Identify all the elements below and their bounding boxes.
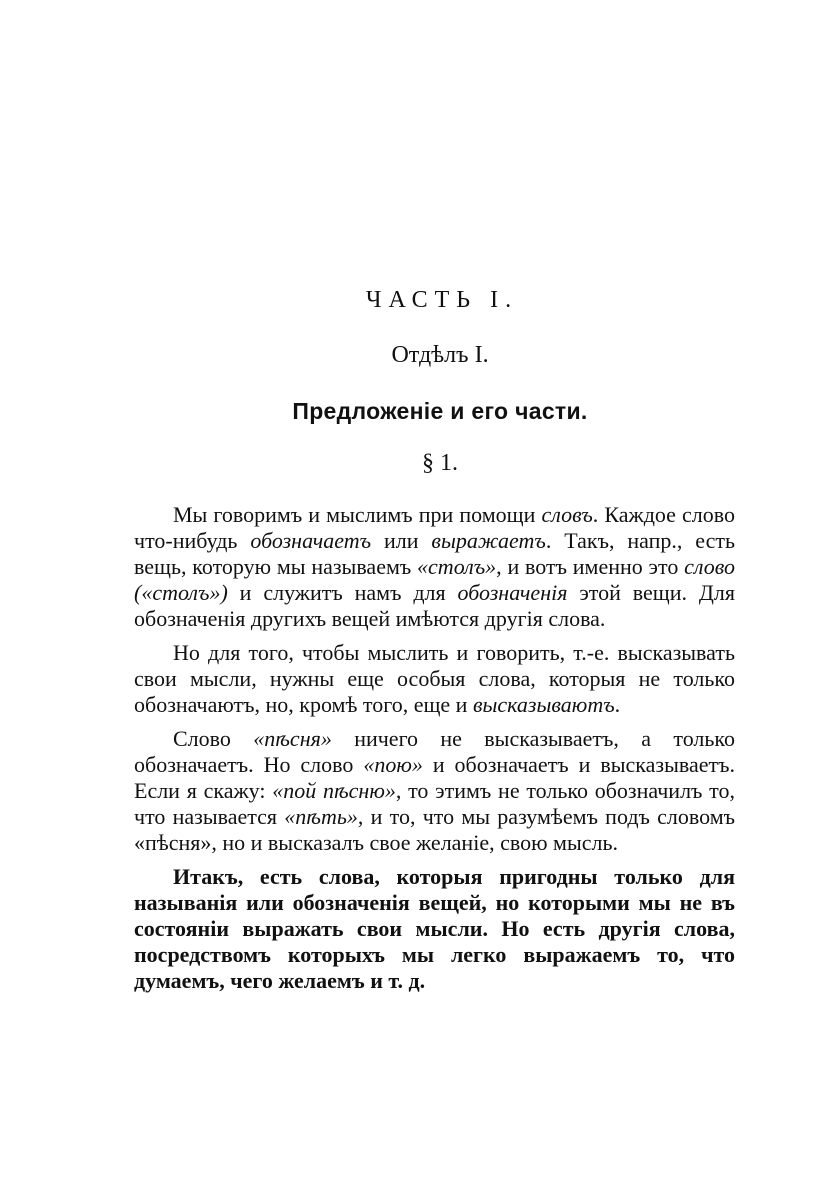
italic-term: словъ (541, 502, 593, 527)
body-text (134, 502, 735, 1002)
text-run: , и вотъ именно это (496, 554, 685, 579)
text-run: и обозначаетъ и высказываетъ. Если я скажу: (134, 752, 735, 803)
text-run: и служитъ намъ для (227, 580, 458, 605)
text-run: Итакъ, есть слова, которыя пригодны только для называнія или обозначенія вещей, но которыми мы не въ состояніи выражать свои мысли. Но есть другія слова, посредствомъ которыхъ мы легко выражаемъ то, что думаемъ, чего желаемъ и т. д. (134, 864, 735, 993)
italic-term: «пѣсня» (253, 726, 332, 751)
italic-term: «столъ» (417, 554, 497, 579)
text-run: ничего не высказываетъ, а только обозначаетъ. Но слово (134, 726, 736, 777)
paragraph-3 (134, 726, 735, 856)
text-run: Слово (173, 726, 254, 751)
italic-term: выражаетъ (431, 528, 546, 553)
text-run: , то этимъ не только обозначилъ то, что называется (134, 778, 736, 829)
paragraph-1 (134, 502, 735, 632)
chapter-title: Предложенiе и его части. (292, 398, 588, 424)
text-run: . (614, 692, 621, 717)
italic-term: обозначаетъ (250, 528, 372, 553)
italic-term: обозначенія (457, 580, 568, 605)
italic-term: «пой пѣсню» (272, 778, 396, 803)
italic-term: слово («столъ») (134, 554, 735, 605)
paragraph-2 (134, 640, 735, 718)
text-run: , и то, что мы разумѣемъ подъ словомъ «пѣсня», но и высказалъ свое желаніе, свою мысль. (134, 804, 736, 855)
text-run: Но для того, чтобы мыслить и говорить, т.-е. высказывать свои мысли, нужны еще особыя слова, которыя не только обозначаютъ, но, кромѣ того, еще и (134, 640, 735, 717)
italic-term: «пою» (363, 752, 423, 777)
part-title: ЧАСТЬ I. (365, 287, 519, 313)
text-run: или (371, 528, 432, 553)
text-run: этой вещи. Для обозначенія другихъ вещей имѣются другія слова. (134, 580, 735, 631)
section-title: Отдѣлъ I. (391, 342, 489, 368)
paragraph-4 (134, 864, 735, 994)
italic-term: высказываютъ (472, 692, 615, 717)
paragraph-number: § 1. (422, 450, 458, 476)
text-run: . Каждое слово что-нибудь (134, 502, 735, 553)
text-run: Мы говоримъ и мыслимъ при помощи (173, 502, 542, 527)
italic-term: «пѣть» (284, 804, 358, 829)
text-run: . Такъ, напр., есть вещь, которую мы называемъ (134, 528, 735, 579)
